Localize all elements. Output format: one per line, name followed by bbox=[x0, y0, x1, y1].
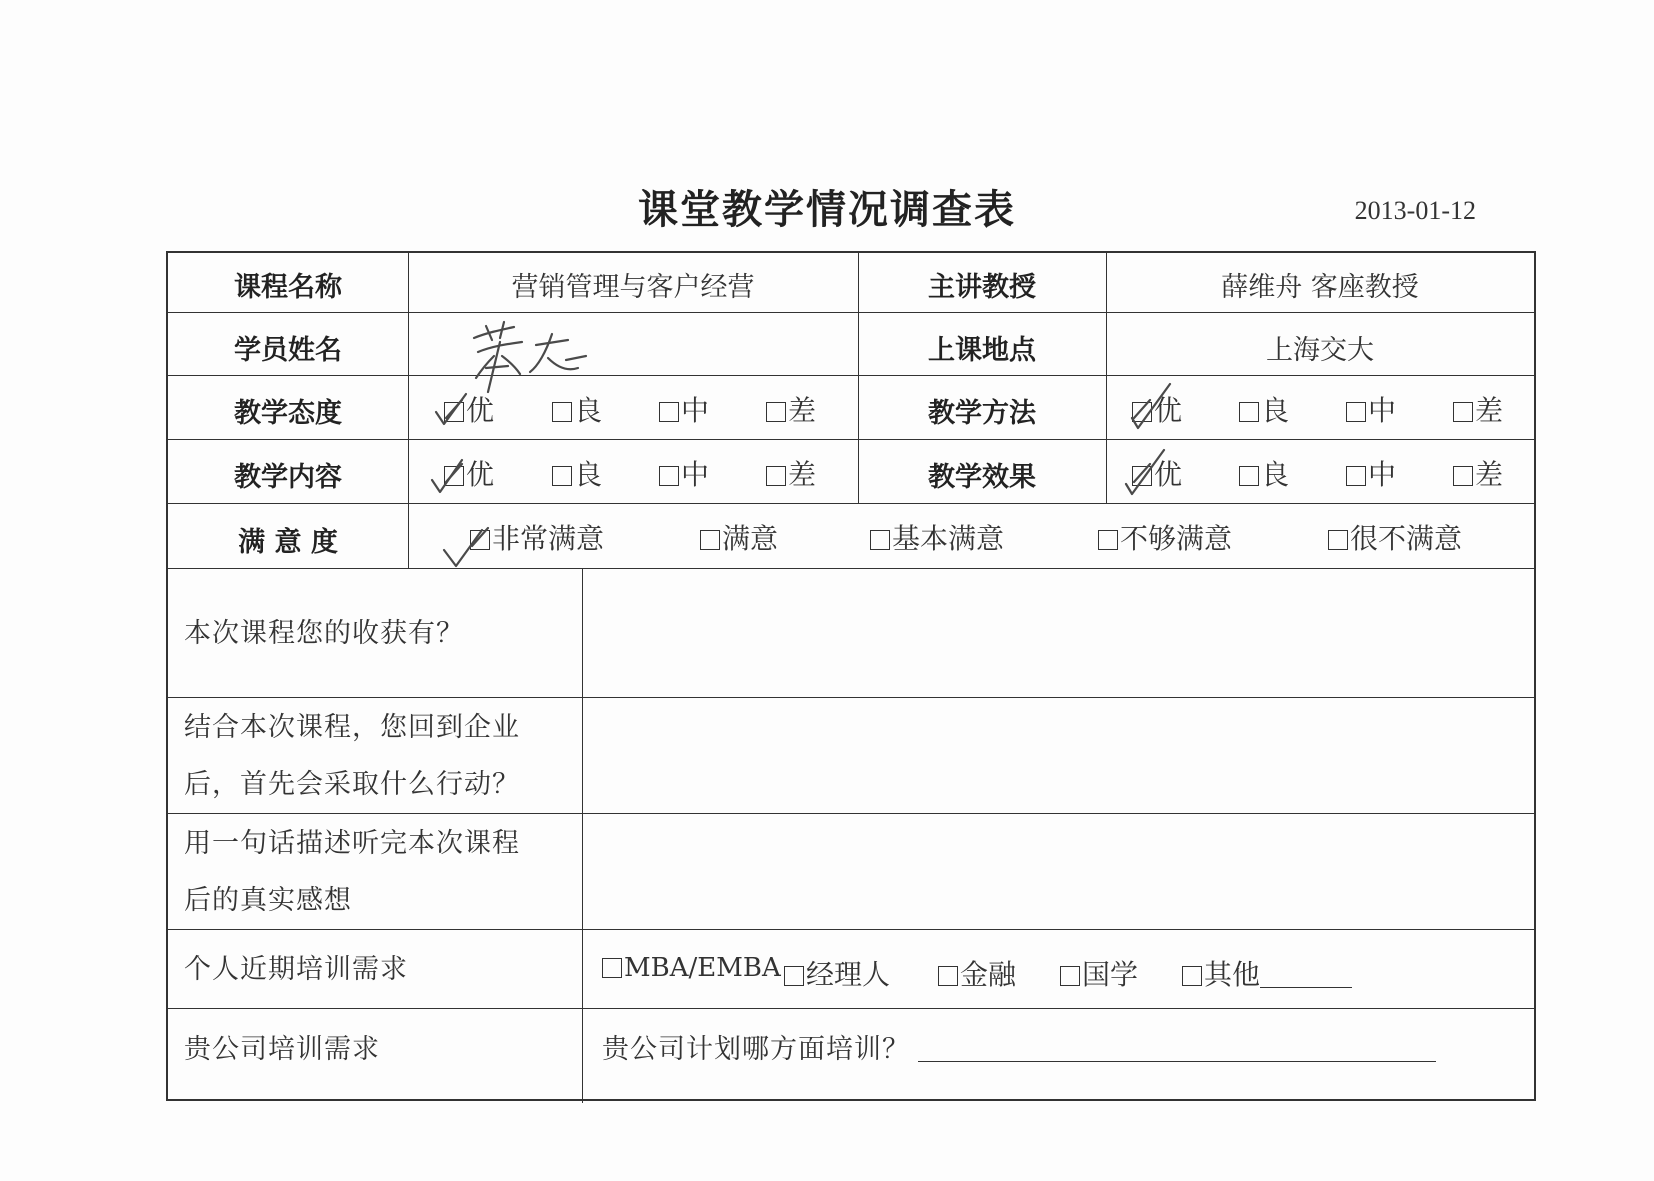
effect-option-excellent[interactable]: 优 bbox=[1132, 453, 1182, 493]
training-option-sinology[interactable]: 国学 bbox=[1060, 953, 1138, 993]
row-divider bbox=[168, 929, 1534, 930]
checkbox-icon bbox=[870, 530, 890, 550]
row-divider bbox=[168, 1008, 1534, 1009]
method-option-good[interactable]: 良 bbox=[1239, 389, 1289, 429]
checkbox-icon bbox=[1098, 530, 1118, 550]
effect-option-good[interactable]: 良 bbox=[1239, 453, 1289, 493]
content-option-fair[interactable]: 中 bbox=[659, 453, 709, 493]
course-name-label: 课程名称 bbox=[234, 272, 342, 303]
training-option-mba[interactable]: MBA/EMBA bbox=[602, 953, 781, 983]
row-divider bbox=[168, 697, 1534, 698]
lecturer-label: 主讲教授 bbox=[928, 272, 1036, 303]
method-option-fair[interactable]: 中 bbox=[1346, 389, 1396, 429]
attitude-option-good[interactable]: 良 bbox=[552, 389, 602, 429]
question-gain: 本次课程您的收获有？ bbox=[184, 618, 464, 649]
answer-action-area[interactable] bbox=[584, 699, 1534, 812]
location-value: 上海交大 bbox=[1266, 335, 1374, 366]
lecturer-value: 薛维舟 客座教授 bbox=[1221, 272, 1419, 303]
checkbox-icon bbox=[1239, 402, 1259, 422]
question-action-line1: 结合本次课程，您回到企业 bbox=[184, 712, 520, 743]
personal-needs-label: 个人近期培训需求 bbox=[184, 954, 408, 985]
checkbox-icon bbox=[1346, 402, 1366, 422]
company-plan-question: 贵公司计划哪方面培训？ bbox=[602, 1021, 1436, 1078]
satisfaction-option-basic[interactable]: 基本满意 bbox=[870, 517, 1004, 557]
checkbox-icon bbox=[1132, 402, 1152, 422]
checkbox-icon bbox=[1132, 466, 1152, 486]
checkbox-icon bbox=[784, 966, 804, 986]
row-divider bbox=[168, 503, 1534, 504]
survey-table bbox=[166, 251, 1536, 1101]
training-option-finance[interactable]: 金融 bbox=[938, 953, 1016, 993]
checkbox-icon bbox=[766, 466, 786, 486]
company-plan-blank-field[interactable] bbox=[918, 1061, 1436, 1062]
satisfaction-option-satisfied[interactable]: 满意 bbox=[700, 517, 778, 557]
checkbox-icon bbox=[552, 466, 572, 486]
satisfaction-option-not-enough[interactable]: 不够满意 bbox=[1098, 517, 1232, 557]
teaching-content-label: 教学内容 bbox=[234, 462, 342, 493]
checkbox-icon bbox=[1239, 466, 1259, 486]
attitude-option-fair[interactable]: 中 bbox=[659, 389, 709, 429]
checkbox-icon bbox=[1453, 402, 1473, 422]
checkbox-icon bbox=[602, 958, 622, 978]
course-name-value: 营销管理与客户经营 bbox=[511, 272, 755, 303]
form-title: 课堂教学情况调查表 bbox=[638, 187, 1016, 233]
effect-option-poor[interactable]: 差 bbox=[1453, 453, 1503, 493]
teaching-attitude-label: 教学态度 bbox=[234, 398, 342, 429]
attitude-option-poor[interactable]: 差 bbox=[766, 389, 816, 429]
checkbox-icon bbox=[659, 402, 679, 422]
checkbox-icon bbox=[938, 966, 958, 986]
satisfaction-option-very-satisfied[interactable]: 非常满意 bbox=[470, 517, 604, 557]
checkbox-icon bbox=[552, 402, 572, 422]
form-date: 2013-01-12 bbox=[1354, 196, 1476, 225]
row-divider bbox=[168, 439, 1534, 440]
teaching-effect-label: 教学效果 bbox=[928, 462, 1036, 493]
effect-option-fair[interactable]: 中 bbox=[1346, 453, 1396, 493]
checkbox-icon bbox=[1328, 530, 1348, 550]
row-divider bbox=[168, 568, 1534, 569]
student-name-label: 学员姓名 bbox=[234, 335, 342, 366]
question-feeling-line2: 后的真实感想 bbox=[184, 885, 352, 916]
company-needs-label: 贵公司培训需求 bbox=[184, 1034, 380, 1065]
satisfaction-option-very-unsatisfied[interactable]: 很不满意 bbox=[1328, 517, 1462, 557]
question-action-line2: 后，首先会采取什么行动？ bbox=[184, 769, 520, 800]
row-divider bbox=[168, 813, 1534, 814]
teaching-method-label: 教学方法 bbox=[928, 398, 1036, 429]
row-divider bbox=[168, 375, 1534, 376]
training-option-other[interactable]: 其他 bbox=[1182, 953, 1352, 993]
checkbox-icon bbox=[1346, 466, 1366, 486]
col-divider bbox=[582, 568, 583, 1103]
answer-feeling-area[interactable] bbox=[584, 815, 1534, 928]
checkbox-icon bbox=[700, 530, 720, 550]
method-option-poor[interactable]: 差 bbox=[1453, 389, 1503, 429]
row-divider bbox=[168, 312, 1534, 313]
checkbox-icon bbox=[470, 530, 490, 550]
training-option-manager[interactable]: 经理人 bbox=[784, 953, 890, 993]
content-option-excellent[interactable]: 优 bbox=[444, 453, 494, 493]
method-option-excellent[interactable]: 优 bbox=[1132, 389, 1182, 429]
answer-gain-area[interactable] bbox=[584, 570, 1534, 696]
content-option-good[interactable]: 良 bbox=[552, 453, 602, 493]
checkbox-icon bbox=[1453, 466, 1473, 486]
checkbox-icon bbox=[444, 466, 464, 486]
attitude-option-excellent[interactable]: 优 bbox=[444, 389, 494, 429]
checkbox-icon bbox=[1182, 966, 1202, 986]
location-label: 上课地点 bbox=[928, 335, 1036, 366]
question-feeling-line1: 用一句话描述听完本次课程 bbox=[184, 828, 520, 859]
checkbox-icon bbox=[1060, 966, 1080, 986]
other-blank-field[interactable] bbox=[1260, 987, 1352, 988]
checkbox-icon bbox=[659, 466, 679, 486]
content-option-poor[interactable]: 差 bbox=[766, 453, 816, 493]
satisfaction-label: 满 意 度 bbox=[238, 527, 338, 558]
checkbox-icon bbox=[444, 402, 464, 422]
checkbox-icon bbox=[766, 402, 786, 422]
